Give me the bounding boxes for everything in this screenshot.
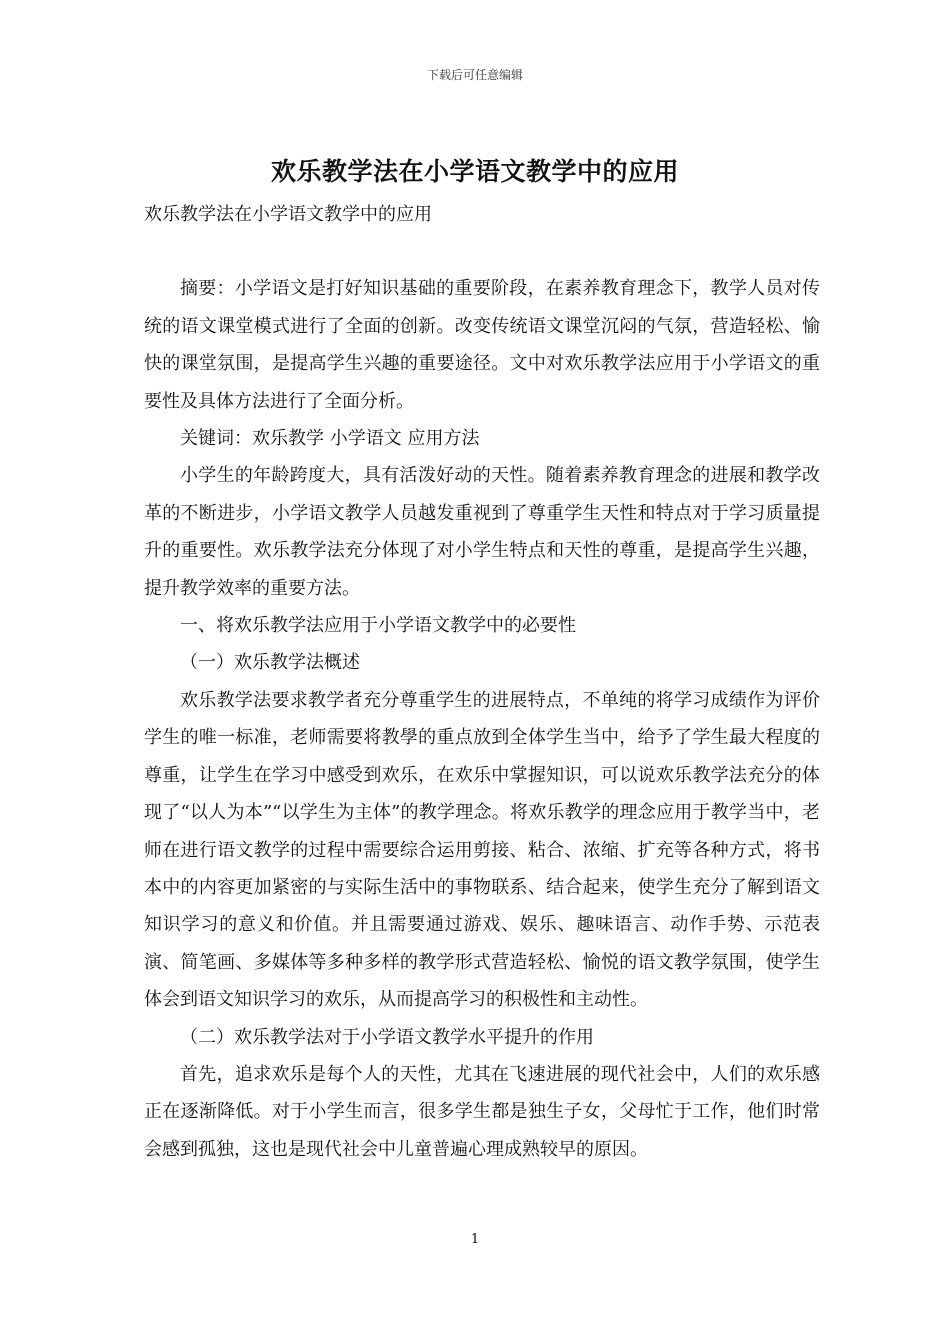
body-paragraph: 欢乐教学法要求教学者充分尊重学生的进展特点，不单纯的将学习成绩作为评价学生的唯一标准，老师需要将教學的重点放到全体学生当中，给予了学生最大程度的尊重，让学生在学习中感受到欢乐，在欢乐中掌握知识，可以说欢乐教学法充分的体现了“以人为本”“以学生为主体”的教学理念。将欢乐教学的理念应用于教学当中，老师在进行语文教学的过程中需要综合运用剪接、粘合、浓缩、扩充等各种方式，将书本中的内容更加紧密的与实际生活中的事物联系、结合起来，使学生充分了解到语文知识学习的意义和价值。并且需要通过游戏、娱乐、趣味语言、动作手势、示范表演、简笔画、多媒体等多种多样的教学形式营造轻松、愉悦的语文教学氛围，使学生体会到语文知识学习的欢乐，从而提高学习的积极性和主动性。 bbox=[144, 689, 820, 1011]
subsection-heading-2: （二）欢乐教学法对于小学语文教学水平提升的作用 bbox=[180, 1026, 594, 1048]
section-heading-1: 一、将欢乐教学法应用于小学语文教学中的必要性 bbox=[180, 615, 576, 637]
header-note: 下载后可任意编辑 bbox=[426, 68, 523, 82]
intro-paragraph: 小学生的年龄跨度大，具有活泼好动的天性。随着素养教育理念的进展和教学改革的不断进步，小学语文教学人员越发重视到了尊重学生天性和特点对于学习质量提升的重要性。欢乐教学法充分体现了对小学生特点和天性的尊重，是提高学生兴趣，提升教学效率的重要方法。 bbox=[144, 465, 820, 599]
document-body bbox=[144, 196, 820, 1168]
subsection-heading-1: （一）欢乐教学法概述 bbox=[180, 652, 360, 674]
document-title: 欢乐教学法在小学语文教学中的应用 bbox=[270, 157, 679, 186]
body-paragraph: 首先，追求欢乐是每个人的天性，尤其在飞速进展的现代社会中，人们的欢乐感正在逐渐降低。对于小学生而言，很多学生都是独生子女，父母忙于工作，他们时常会感到孤独，这也是现代社会中儿童普遍心理成熟较早的原因。 bbox=[144, 1063, 820, 1160]
keywords-paragraph: 关键词：欢乐教学 小学语文 应用方法 bbox=[180, 428, 480, 450]
document-subtitle: 欢乐教学法在小学语文教学中的应用 bbox=[144, 204, 432, 225]
page-number: 1 bbox=[470, 1232, 480, 1247]
abstract-paragraph: 摘要：小学语文是打好知识基础的重要阶段，在素养教育理念下，教学人员对传统的语文课堂模式进行了全面的创新。改变传统语文课堂沉闷的气氛，营造轻松、愉快的课堂氛围，是提高学生兴趣的重要途径。文中对欢乐教学法应用于小学语文的重要性及具体方法进行了全面分析。 bbox=[144, 278, 820, 412]
